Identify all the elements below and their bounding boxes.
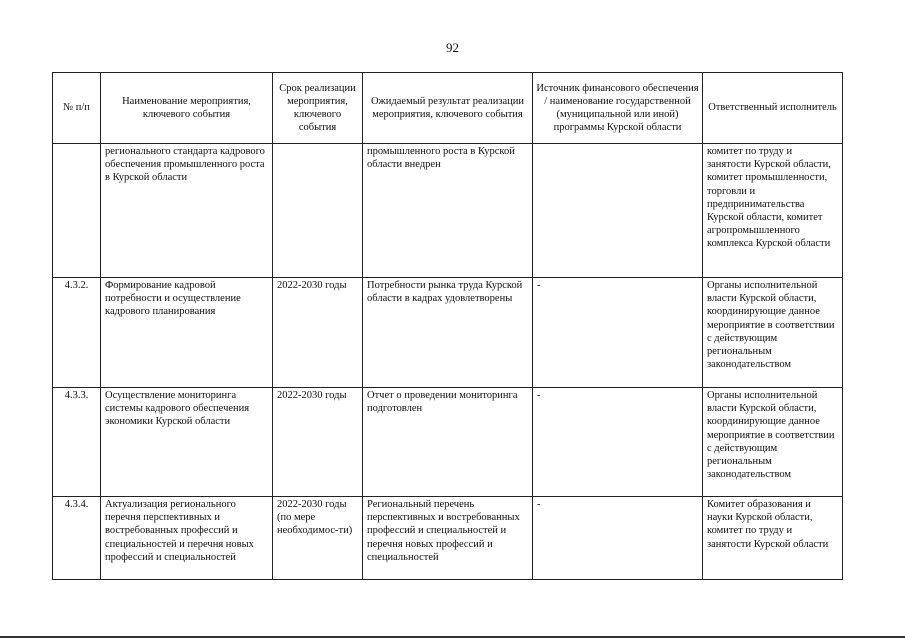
row-number [53, 144, 101, 278]
row-name: Осуществление мониторинга системы кадрового обеспечения экономики Курской области [101, 388, 273, 497]
row-executor: Органы исполнительной власти Курской области, координирующие данное мероприятие в соответствии с действующим региональным законодательством [703, 388, 843, 497]
row-term: 2022-2030 годы (по мере необходимос-ти) [273, 497, 363, 580]
row-executor: Органы исполнительной власти Курской области, координирующие данное мероприятие в соответствии с действующим региональным законодательством [703, 278, 843, 388]
row-number: 4.3.4. [53, 497, 101, 580]
row-executor: комитет по труду и занятости Курской области, комитет промышленности, торговли и предпринимательства Курской области, комитет агропромышленного комплекса Курской области [703, 144, 843, 278]
header-num: № п/п [53, 73, 101, 144]
row-name: регионального стандарта кадрового обеспечения промышленного роста в Курской области [101, 144, 273, 278]
row-result: Региональный перечень перспективных и востребованных профессий и специальностей и перечня новых профессий и специальностей [363, 497, 533, 580]
row-term [273, 144, 363, 278]
row-term: 2022-2030 годы [273, 278, 363, 388]
header-executor: Ответственный исполнитель [703, 73, 843, 144]
row-result: Отчет о проведении мониторинга подготовлен [363, 388, 533, 497]
header-term: Срок реализации мероприятия, ключевого события [273, 73, 363, 144]
table-row [53, 497, 843, 580]
measures-table [52, 72, 843, 580]
row-source [533, 144, 703, 278]
page-bottom-edge [0, 636, 905, 638]
row-name: Формирование кадровой потребности и осуществление кадрового планирования [101, 278, 273, 388]
row-result: промышленного роста в Курской области внедрен [363, 144, 533, 278]
table-row [53, 278, 843, 388]
table-row [53, 144, 843, 278]
row-number: 4.3.3. [53, 388, 101, 497]
header-result: Ожидаемый результат реализации мероприятия, ключевого события [363, 73, 533, 144]
table-header-row [53, 73, 843, 144]
header-source: Источник финансового обеспечения / наименование государственной (муниципальной или иной) программы Курской области [533, 73, 703, 144]
row-number: 4.3.2. [53, 278, 101, 388]
header-name: Наименование мероприятия, ключевого события [101, 73, 273, 144]
row-result: Потребности рынка труда Курской области в кадрах удовлетворены [363, 278, 533, 388]
row-source: - [533, 497, 703, 580]
row-source: - [533, 278, 703, 388]
page-number: 92 [446, 40, 459, 55]
table-row [53, 388, 843, 497]
row-term: 2022-2030 годы [273, 388, 363, 497]
row-source: - [533, 388, 703, 497]
row-executor: Комитет образования и науки Курской области, комитет по труду и занятости Курской области [703, 497, 843, 580]
row-name: Актуализация регионального перечня перспективных и востребованных профессий и специальностей и перечня новых профессий и специальностей [101, 497, 273, 580]
